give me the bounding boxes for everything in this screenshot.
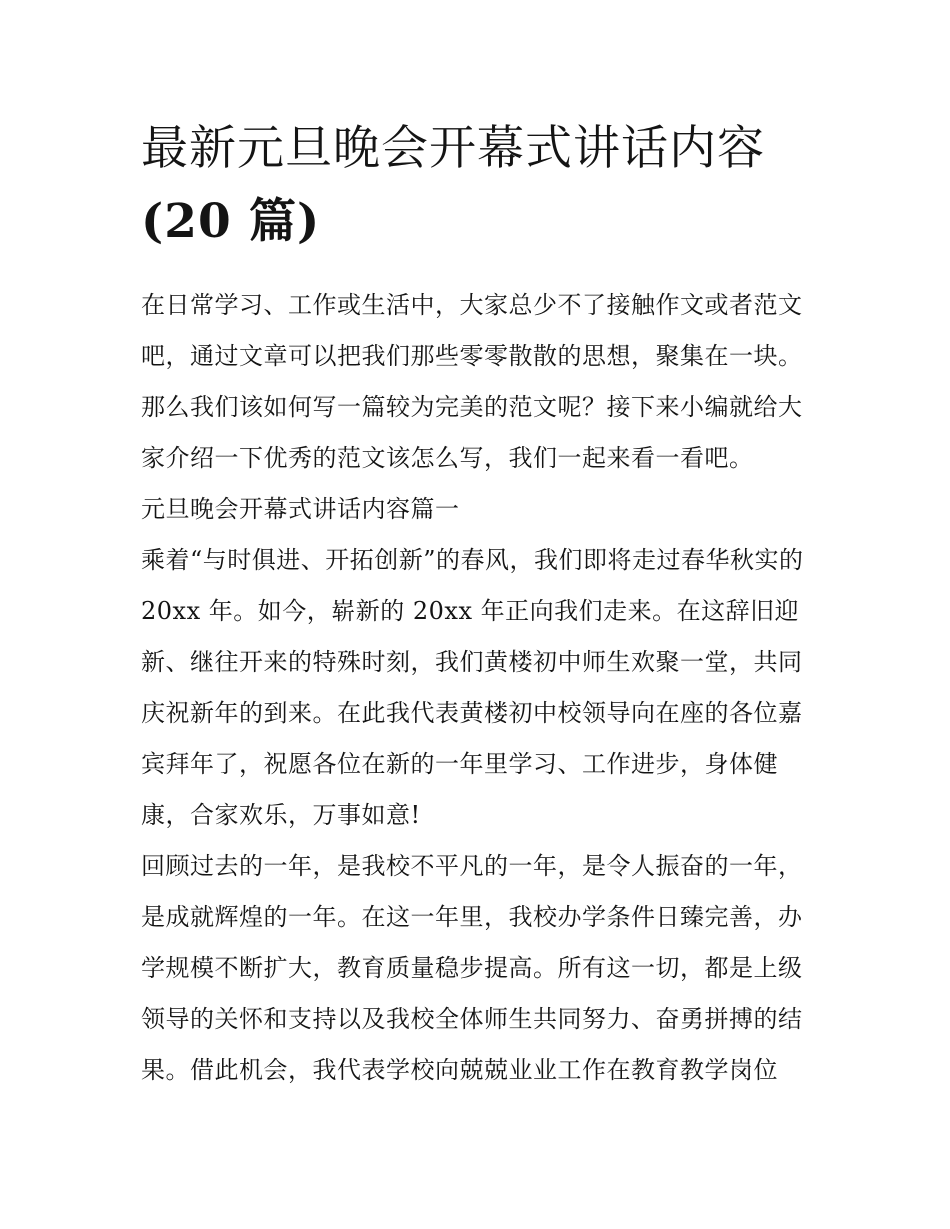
body-paragraph-1: 乘着“与时俱进、开拓创新”的春风，我们即将走过春华秋实的20xx 年。如今，崭新的 20xx 年正向我们走来。在这辞旧迎新、继往开来的特殊时刻，我们黄楼初中师生欢聚一堂，共同庆祝新年的到来。在此我代表黄楼初中校领导向在座的各位嘉宾拜年了，祝愿各位在新的一年里学习、工作进步，身体健康，合家欢乐，万事如意! — [141, 546, 804, 829]
title-line-2: (20 篇) — [141, 194, 321, 249]
title-line-1: 最新元旦晚会开幕式讲话内容 — [141, 121, 765, 176]
document-body — [141, 280, 813, 1096]
intro-paragraph: 在日常学习、工作或生活中，大家总少不了接触作文或者范文吧，通过文章可以把我们那些零零散散的思想，聚集在一块。那么我们该如何写一篇较为完美的范文呢？接下来小编就给大家介绍一下优秀的范文该怎么写，我们一起来看一看吧。 — [141, 291, 803, 472]
document-title — [141, 112, 813, 258]
document-page — [141, 112, 813, 1096]
section-heading: 元旦晚会开幕式讲话内容篇一 — [141, 495, 460, 523]
body-paragraph-2: 回顾过去的一年，是我校不平凡的一年，是令人振奋的一年，是成就辉煌的一年。在这一年里，我校办学条件日臻完善，办学规模不断扩大，教育质量稳步提高。所有这一切，都是上级领导的关怀和支持以及我校全体师生共同努力、奋勇拼搏的结果。借此机会，我代表学校向兢兢业业工作在教育教学岗位 — [141, 852, 803, 1084]
